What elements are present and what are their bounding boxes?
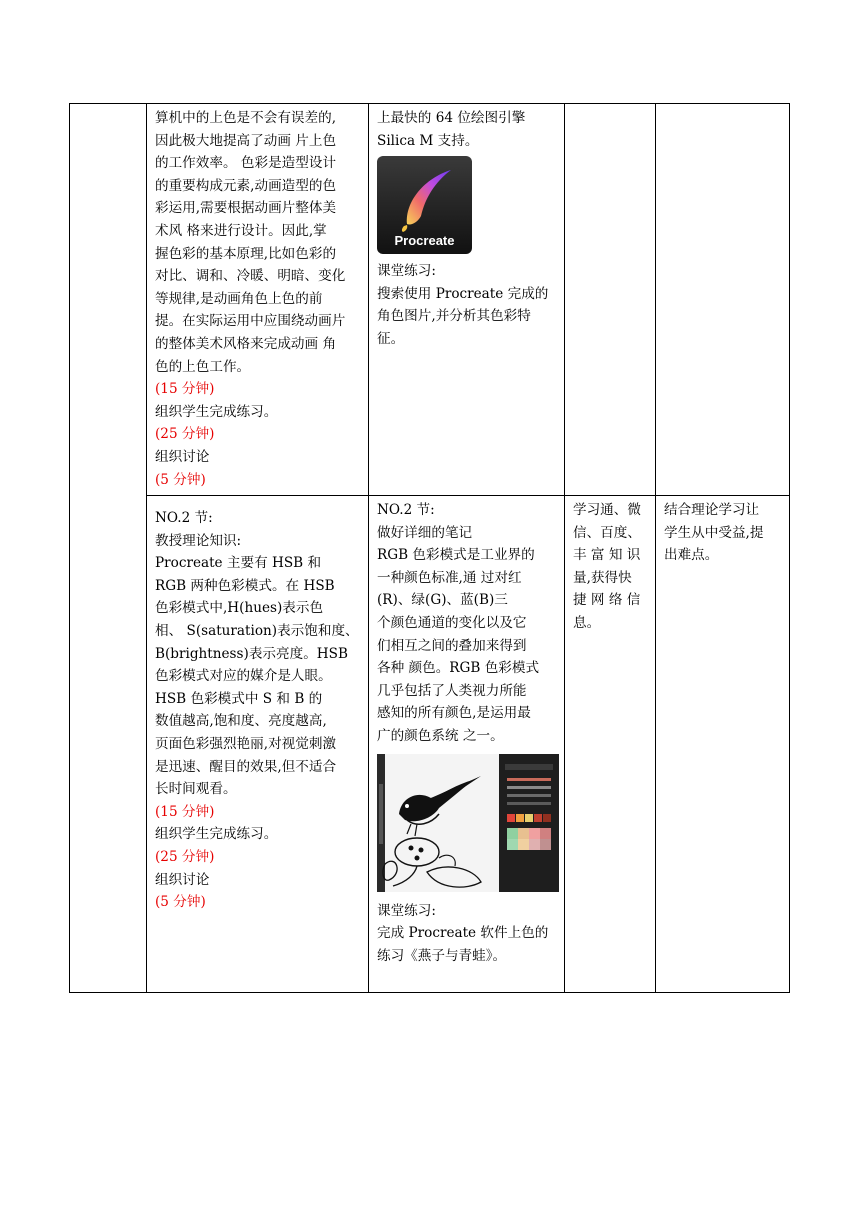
design-intent-cell — [656, 496, 790, 993]
text-line: 们相互之间的叠加来得到 — [377, 637, 527, 654]
text-line: 征。 — [377, 330, 405, 347]
text-line: Procreate 主要有 HSB 和 — [155, 555, 322, 572]
text-line: 捷 网 络 信 — [573, 592, 641, 609]
text-line: 感知的所有颜色,是运用最 — [377, 705, 531, 722]
text-line: NO.2 节: — [155, 510, 213, 527]
text-line: 出难点。 — [664, 547, 719, 564]
text-line: 色彩模式对应的媒介是人眼。 — [155, 668, 332, 685]
time-note: (5 分钟) — [155, 894, 206, 911]
table-row — [70, 496, 790, 993]
text-line: NO.2 节: — [377, 502, 435, 519]
resources-cell — [565, 496, 656, 993]
text-line: 一种颜色标准,通 过对红 — [377, 569, 522, 586]
text-line: RGB 两种色彩模式。在 HSB — [155, 577, 335, 594]
text-line: 握色彩的基本原理,比如色彩的 — [155, 245, 337, 262]
table-row — [70, 104, 790, 496]
text-line: 练习《燕子与青蛙》。 — [377, 947, 507, 964]
task-text: 组织讨论 — [155, 448, 210, 465]
text-line: HSB 色彩模式中 S 和 B 的 — [155, 690, 323, 707]
student-activity-cell — [369, 104, 565, 496]
procreate-logo-image — [377, 156, 472, 254]
text-line: 结合理论学习让 — [664, 502, 760, 519]
text-line: 的重要构成元素,动画造型的色 — [155, 177, 337, 194]
text-line: 个颜色通道的变化以及它 — [377, 615, 527, 632]
bird-painting-screenshot — [377, 754, 559, 892]
time-note: (5 分钟) — [155, 471, 206, 488]
text-line: 术风 格来进行设计。因此,掌 — [155, 222, 327, 239]
text-line: 是迅速、醒目的效果,但不适合 — [155, 758, 337, 775]
text-line: 的整体美术风格来完成动画 角 — [155, 335, 337, 352]
task-text: 组织学生完成练习。 — [155, 403, 278, 420]
exercise-label: 课堂练习: — [377, 263, 436, 280]
text-line: 几乎包括了人类视力所能 — [377, 682, 527, 699]
text-line: 相、 S(saturation)表示饱和度、 — [155, 623, 359, 640]
text-line: 提。在实际运用中应围绕动画片 — [155, 313, 346, 330]
time-note: (15 分钟) — [155, 381, 215, 398]
student-activity-cell — [369, 496, 565, 993]
text-line: 完成 Procreate 软件上色的 — [377, 925, 549, 942]
exercise-label: 课堂练习: — [377, 902, 436, 919]
text-line: 角色图片,并分析其色彩特 — [377, 308, 531, 325]
text-line: 学生从中受益,提 — [664, 524, 764, 541]
time-note: (25 分钟) — [155, 426, 215, 443]
task-text: 组织学生完成练习。 — [155, 826, 278, 843]
teacher-activity-cell — [147, 496, 369, 993]
text-line: 彩运用,需要根据动画片整体美 — [155, 200, 337, 217]
text-line: 各种 颜色。RGB 色彩模式 — [377, 660, 540, 677]
text-line: 长时间观看。 — [155, 781, 237, 798]
teacher-activity-cell — [147, 104, 369, 496]
time-note: (25 分钟) — [155, 849, 215, 865]
text-line: 算机中的上色是不会有误差的, — [155, 110, 337, 126]
text-line: 等规律,是动画角色上色的前 — [155, 290, 323, 307]
text-line: 丰 富 知 识 — [573, 547, 641, 564]
text-line: 上最快的 64 位绘图引擎 — [377, 110, 526, 126]
logo-text: Procreate — [394, 233, 455, 249]
text-line: 广的颜色系统 之一。 — [377, 728, 504, 745]
text-line: 的工作效率。 色彩是造型设计 — [155, 155, 337, 172]
text-line: 数值越高,饱和度、亮度越高, — [155, 713, 327, 730]
task-text: 组织讨论 — [155, 871, 210, 888]
merged-section-cell — [70, 104, 147, 993]
text-line: 对比、调和、冷暖、明暗、变化 — [155, 268, 346, 285]
lesson-plan-table — [69, 103, 790, 993]
text-line: 学习通、微 — [573, 502, 641, 519]
text-line: 因此极大地提高了动画 片上色 — [155, 132, 337, 149]
text-line: 页面色彩强烈艳丽,对视觉刺激 — [155, 736, 337, 753]
text-line: 搜索使用 Procreate 完成的 — [377, 285, 549, 302]
resources-cell — [565, 104, 656, 496]
text-line: B(brightness)表示亮度。HSB — [155, 645, 348, 662]
text-line: 色彩模式中,H(hues)表示色 — [155, 600, 324, 617]
text-line: 信、百度、 — [573, 524, 641, 541]
text-line: Silica M 支持。 — [377, 132, 479, 149]
text-line: (R)、绿(G)、蓝(B)三 — [377, 592, 508, 609]
text-line: 做好详细的笔记 — [377, 524, 473, 541]
text-line: 息。 — [573, 615, 601, 632]
time-note: (15 分钟) — [155, 803, 215, 820]
text-line: RGB 色彩模式是工业界的 — [377, 547, 535, 564]
text-line: 量,获得快 — [573, 569, 632, 586]
text-line: 色的上色工作。 — [155, 358, 251, 375]
text-line: 教授理论知识: — [155, 532, 242, 549]
design-intent-cell — [656, 104, 790, 496]
